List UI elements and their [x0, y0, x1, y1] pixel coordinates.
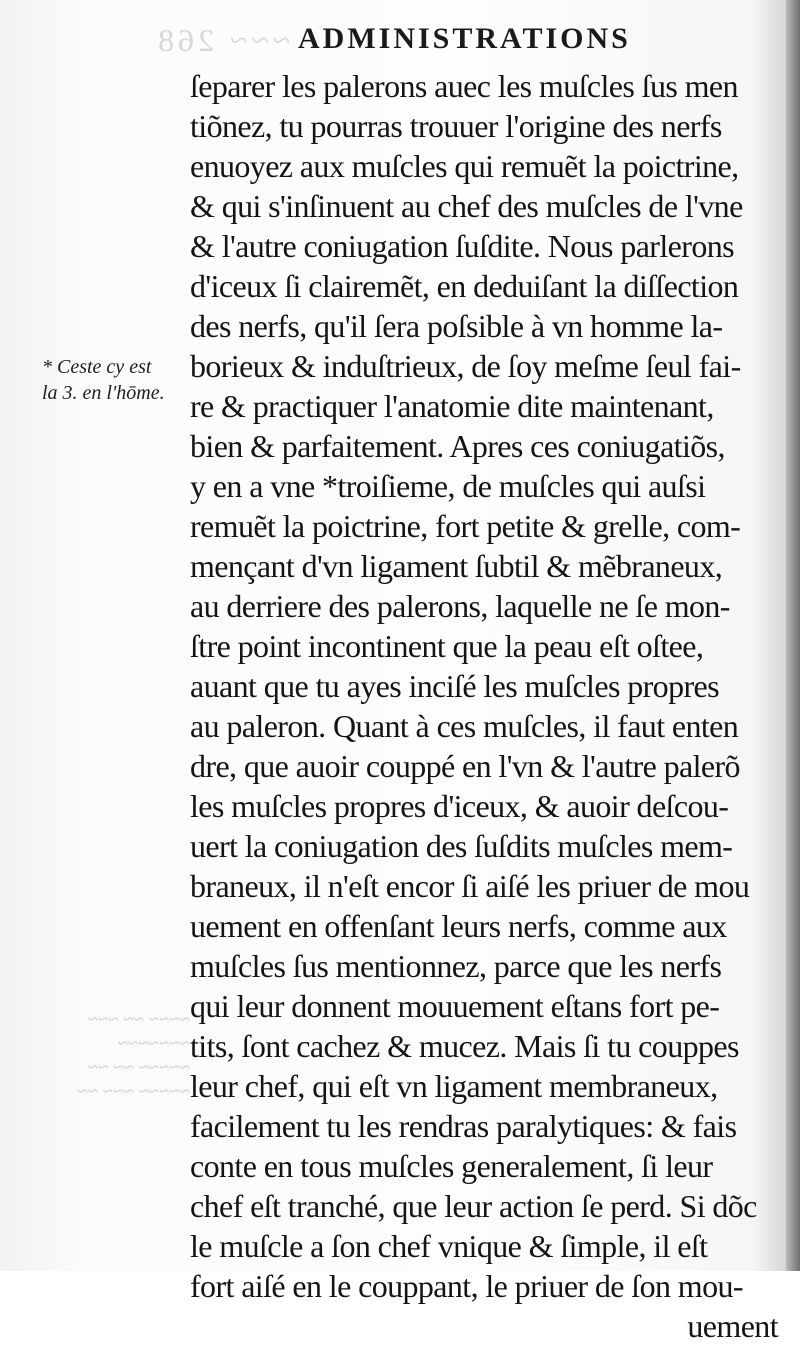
text-line: remuẽt la poictrine, fort petite & grelle, com-: [190, 508, 741, 544]
text-line: & l'autre coniugation ſuſdite. Nous parlerons: [190, 228, 734, 264]
text-line: braneux, il n'eſt encor ſi aiſé les priuer de mou: [190, 868, 750, 904]
running-head: ADMINISTRATIONS: [298, 22, 631, 55]
text-line: enuoyez aux muſcles qui remuẽt la poictrine,: [190, 148, 739, 184]
text-line: tiõnez, tu pourras trouuer l'origine des nerfs: [190, 108, 722, 144]
margin-note: [42, 354, 192, 406]
text-line: bien & parfaitement. Apres ces coniugatiõs,: [190, 428, 725, 464]
text-line: les muſcles propres d'iceux, & auoir deſcou-: [190, 788, 729, 824]
text-line: tits, ſont cachez & mucez. Mais ſi tu couppes: [190, 1028, 739, 1064]
margin-note-line: * Ceste cy est: [42, 356, 152, 378]
text-line: fort aiſé en le couppant, le priuer de ſon mou-: [190, 1268, 743, 1304]
catchword: uement: [687, 1308, 778, 1344]
text-line: au derriere des palerons, laquelle ne ſe mon-: [190, 588, 730, 624]
text-line: mençant d'vn ligament ſubtil & mẽbraneux,: [190, 548, 723, 584]
text-line: y en a vne *troiſieme, de muſcles qui auſsi: [190, 468, 706, 504]
text-line: conte en tous muſcles generalement, ſi leur: [190, 1148, 713, 1184]
bleed-through-note: ~~~~ ~~ ~~~ ~~~~~~~ ~~~~~ ~~ ~~ ~~~~~ ~~~ ~~: [77, 1009, 190, 1102]
text-line: d'iceux ſi clairemẽt, en deduiſant la diſſection: [190, 268, 739, 304]
text-line: & qui s'inſinuent au chef des muſcles de l'vne: [190, 188, 743, 224]
text-line: dre, que auoir couppé en l'vn & l'autre palerõ: [190, 748, 740, 784]
margin-note-line: la 3. en l'hōme.: [42, 382, 165, 404]
text-line: ſtre point incontinent que la peau eſt oſtee,: [190, 628, 704, 664]
text-line: des nerfs, qu'il ſera poſsible à vn homme la-: [190, 308, 723, 344]
text-line: auant que tu ayes inciſé les muſcles propres: [190, 668, 719, 704]
text-line: qui leur donnent mouuement eſtans fort pe-: [190, 988, 720, 1024]
text-line: ſeparer les palerons auec les muſcles ſus men: [190, 68, 738, 104]
text-line: facilement tu les rendras paralytiques: & fais: [190, 1108, 737, 1144]
bleed-through-header: ~~~ 268: [154, 22, 290, 58]
text-line: leur chef, qui eſt vn ligament membraneux,: [190, 1068, 718, 1104]
text-line: uert la coniugation des ſuſdits muſcles mem-: [190, 828, 733, 864]
text-line: muſcles ſus mentionnez, parce que les nerfs: [190, 948, 722, 984]
text-line: borieux & induſtrieux, de ſoy meſme ſeul fai-: [190, 348, 741, 384]
text-line: chef eſt tranché, que leur action ſe perd. Si dõc: [190, 1188, 757, 1224]
body-text: [190, 66, 790, 1346]
text-line: le muſcle a ſon chef vnique & ſimple, il eſt: [190, 1228, 708, 1264]
text-line: au paleron. Quant à ces muſcles, il faut enten: [190, 708, 739, 744]
text-line: uement en offenſant leurs nerfs, comme aux: [190, 908, 727, 944]
text-line: re & practiquer l'anatomie dite maintenant,: [190, 388, 714, 424]
